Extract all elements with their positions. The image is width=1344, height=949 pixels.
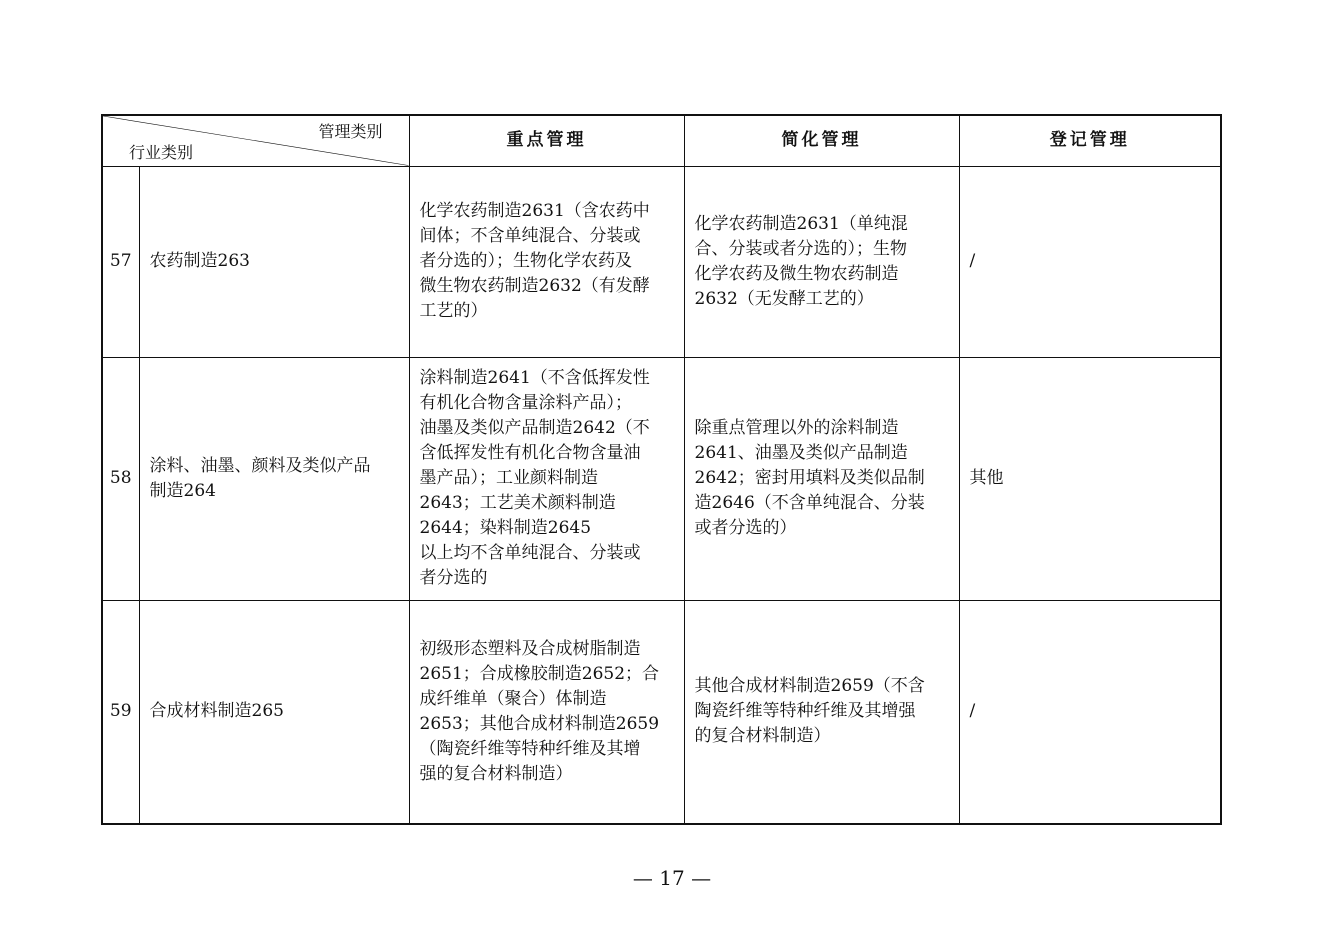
table-header-row	[102, 115, 1221, 166]
key-management-text: 化学农药制造2631（含农药中 间体；不含单纯混合、分装或 者分选的）；生物化学农药及 微生物农药制造2632（有发酵 工艺的）	[409, 166, 684, 357]
industry-category: 涂料、油墨、颜料及类似产品 制造264	[139, 357, 409, 600]
simplified-management-text: 除重点管理以外的涂料制造 2641、油墨及类似产品制造 2642；密封用填料及类似品制 造2646（不含单纯混合、分装 或者分选的）	[684, 357, 959, 600]
header-key-management: 重点管理	[409, 115, 684, 166]
simplified-management-text: 化学农药制造2631（单纯混 合、分装或者分选的）；生物 化学农药及微生物农药制造 2632（无发酵工艺的）	[684, 166, 959, 357]
industry-category-label: 行业类别	[129, 142, 194, 162]
registration-management-text: /	[959, 600, 1221, 824]
table-row	[102, 166, 1221, 357]
page-number: — 17 —	[632, 866, 712, 890]
row-number: 57	[102, 166, 139, 357]
key-management-text: 初级形态塑料及合成树脂制造 2651；合成橡胶制造2652；合 成纤维单（聚合）体制造 2653；其他合成材料制造2659 （陶瓷纤维等特种纤维及其增 强的复合材料制造）	[409, 600, 684, 824]
table-row	[102, 357, 1221, 600]
registration-management-text: /	[959, 166, 1221, 357]
industry-category: 农药制造263	[139, 166, 409, 357]
header-simplified-management: 简化管理	[684, 115, 959, 166]
table-row	[102, 600, 1221, 824]
industry-category: 合成材料制造265	[139, 600, 409, 824]
permit-management-table	[101, 114, 1222, 825]
diagonal-header-cell	[102, 115, 409, 166]
management-category-label: 管理类别	[318, 122, 383, 141]
registration-management-text: 其他	[959, 357, 1221, 600]
key-management-text: 涂料制造2641（不含低挥发性 有机化合物含量涂料产品）； 油墨及类似产品制造2642（不 含低挥发性有机化合物含量油 墨产品）；工业颜料制造 2643；工艺美术颜料制造 2644；染料制造2645 以上均不含单纯混合、分装或 者分选的	[409, 357, 684, 600]
row-number: 58	[102, 357, 139, 600]
row-number: 59	[102, 600, 139, 824]
simplified-management-text: 其他合成材料制造2659（不含 陶瓷纤维等特种纤维及其增强 的复合材料制造）	[684, 600, 959, 824]
header-registration-management: 登记管理	[959, 115, 1221, 166]
